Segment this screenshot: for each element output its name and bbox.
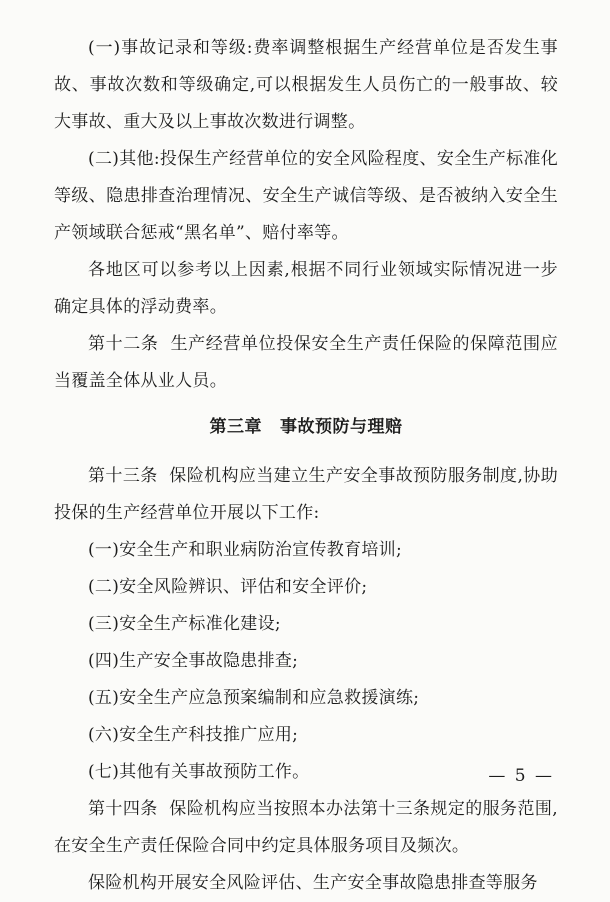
paragraph-risk-assessment: 保险机构开展安全风险评估、生产安全事故隐患排查等服务 (88, 873, 538, 893)
list-item: (三)安全生产标准化建设; (88, 614, 281, 634)
page-number: — 5 — (488, 766, 554, 786)
chapter-number: 第三章 (209, 417, 262, 437)
article-13-number: 第十三条 (88, 466, 158, 486)
list-item: (七)其他有关事故预防工作。 (88, 762, 310, 782)
article-14 (54, 791, 558, 865)
list-item: (五)安全生产应急预案编制和应急救援演练; (88, 688, 420, 708)
chapter-heading (54, 409, 558, 446)
article-12-number: 第十二条 (88, 334, 159, 354)
list-item: (四)生产安全事故隐患排查; (88, 651, 299, 671)
article-13-text: 保险机构应当建立生产安全事故预防服务制度,协助投保的生产经营单位开展以下工作: (54, 466, 558, 523)
list-item: (一)安全生产和职业病防治宣传教育培训; (88, 540, 402, 560)
paragraph-other-factors: (二)其他:投保生产经营单位的安全风险程度、安全生产标准化等级、隐患排查治理情况、安全生产诚信等级、是否被纳入安全生产领域联合惩戒“黑名单”、赔付率等。 (54, 149, 558, 243)
article-13 (54, 458, 558, 532)
chapter-title: 事故预防与理赔 (280, 417, 403, 437)
paragraph-regional-rate: 各地区可以参考以上因素,根据不同行业领域实际情况进一步确定具体的浮动费率。 (54, 260, 558, 317)
article-14-text: 保险机构应当按照本办法第十三条规定的服务范围,在安全生产责任保险合同中约定具体服务项目及频次。 (54, 799, 558, 856)
list-item: (六)安全生产科技推广应用; (88, 725, 299, 745)
list-item: (二)安全风险辨识、评估和安全评价; (88, 577, 368, 597)
article-12-text: 生产经营单位投保安全生产责任保险的保障范围应当覆盖全体从业人员。 (54, 334, 558, 391)
article-12 (54, 326, 558, 400)
paragraph-accident-record: (一)事故记录和等级:费率调整根据生产经营单位是否发生事故、事故次数和等级确定,可以根据发生人员伤亡的一般事故、较大事故、重大及以上事故次数进行调整。 (54, 38, 558, 132)
article-14-number: 第十四条 (88, 799, 158, 819)
